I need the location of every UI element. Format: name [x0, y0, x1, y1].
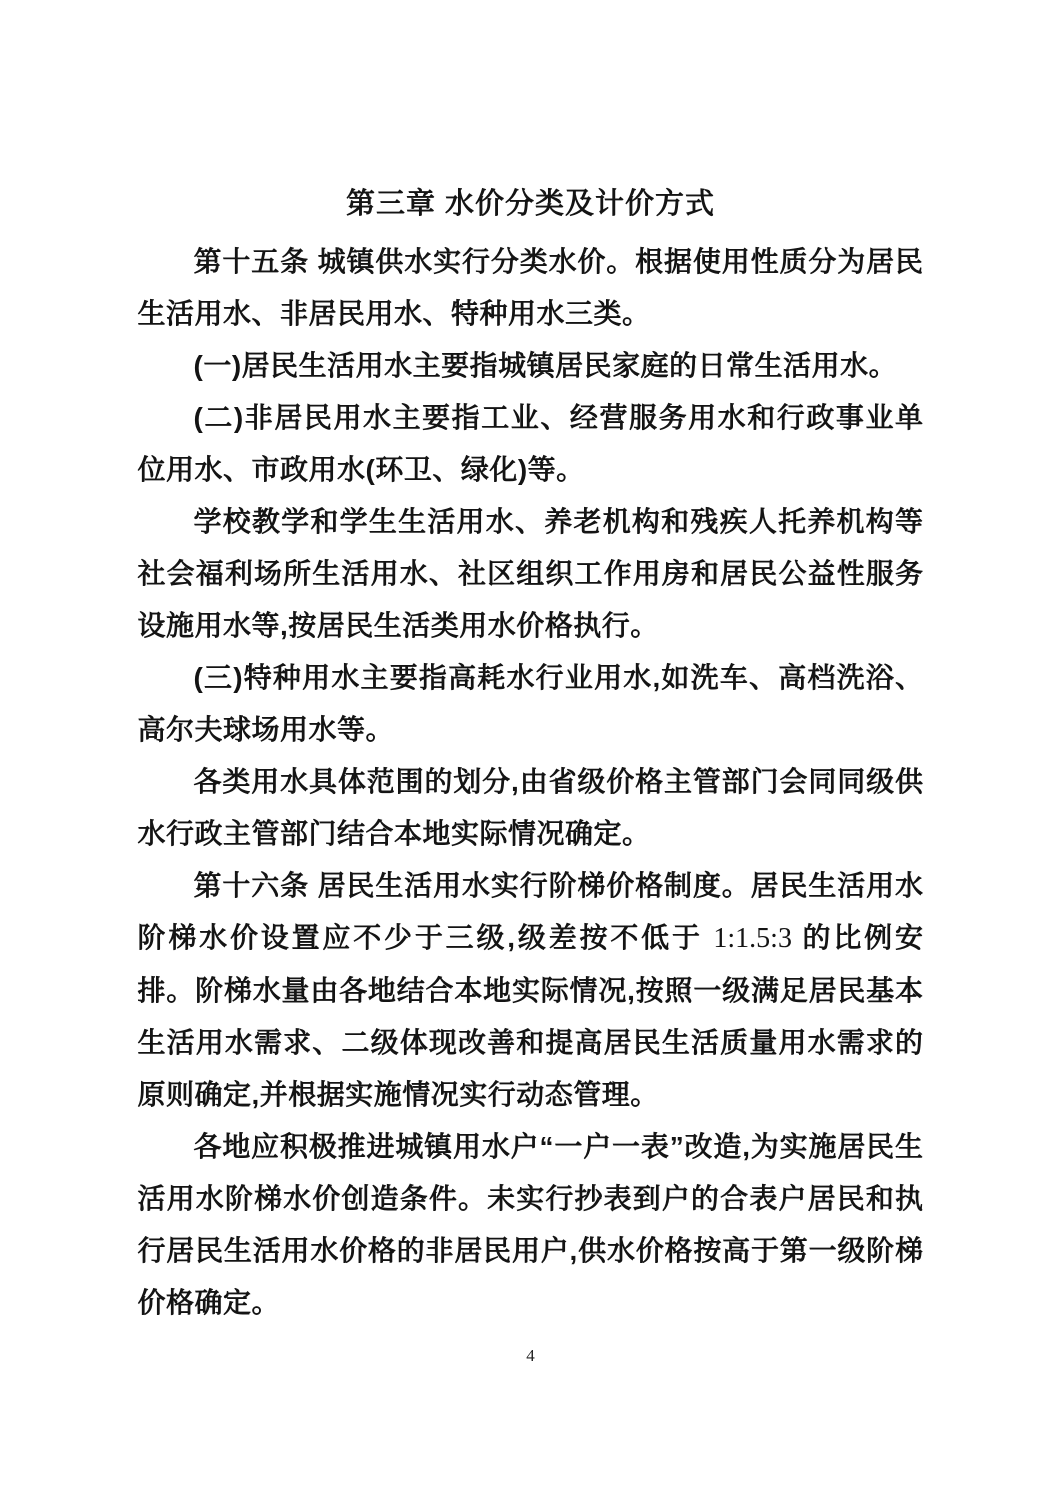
paragraph: 第十六条 居民生活用水实行阶梯价格制度。居民生活用水阶梯水价设置应不少于三级,级差按不低于 1:1.5:3 的比例安排。阶梯水量由各地结合本地实际情况,按照一级满足居民基本生活用水需求、二级体现改善和提高居民生活质量用水需求的原则确定,并根据实施情况实行动态管理。: [137, 870, 924, 1110]
paragraph: 各类用水具体范围的划分,由省级价格主管部门会同同级供水行政主管部门结合本地实际情况确定。: [137, 766, 924, 849]
paragraph: (二)非居民用水主要指工业、经营服务用水和行政事业单位用水、市政用水(环卫、绿化)等。: [137, 402, 924, 485]
page-number: 4: [526, 1346, 535, 1365]
paragraph: 各地应积极推进城镇用水户“一户一表”改造,为实施居民生活用水阶梯水价创造条件。未实行抄表到户的合表户居民和执行居民生活用水价格的非居民用户,供水价格按高于第一级阶梯价格确定。: [137, 1131, 924, 1318]
numeric-text: 1:1.5:3: [713, 923, 792, 954]
document-body: [138, 236, 924, 1329]
page-footer: [0, 1344, 1061, 1368]
paragraph: (三)特种用水主要指高耗水行业用水,如洗车、高档洗浴、高尔夫球场用水等。: [137, 662, 924, 745]
chapter-title: 第三章 水价分类及计价方式: [345, 188, 716, 220]
paragraph: 学校教学和学生生活用水、养老机构和残疾人托养机构等社会福利场所生活用水、社区组织工作用房和居民公益性服务设施用水等,按居民生活类用水价格执行。: [137, 506, 924, 641]
paragraph: 第十五条 城镇供水实行分类水价。根据使用性质分为居民生活用水、非居民用水、特种用水三类。: [137, 246, 924, 329]
paragraph: (一)居民生活用水主要指城镇居民家庭的日常生活用水。: [193, 350, 898, 381]
